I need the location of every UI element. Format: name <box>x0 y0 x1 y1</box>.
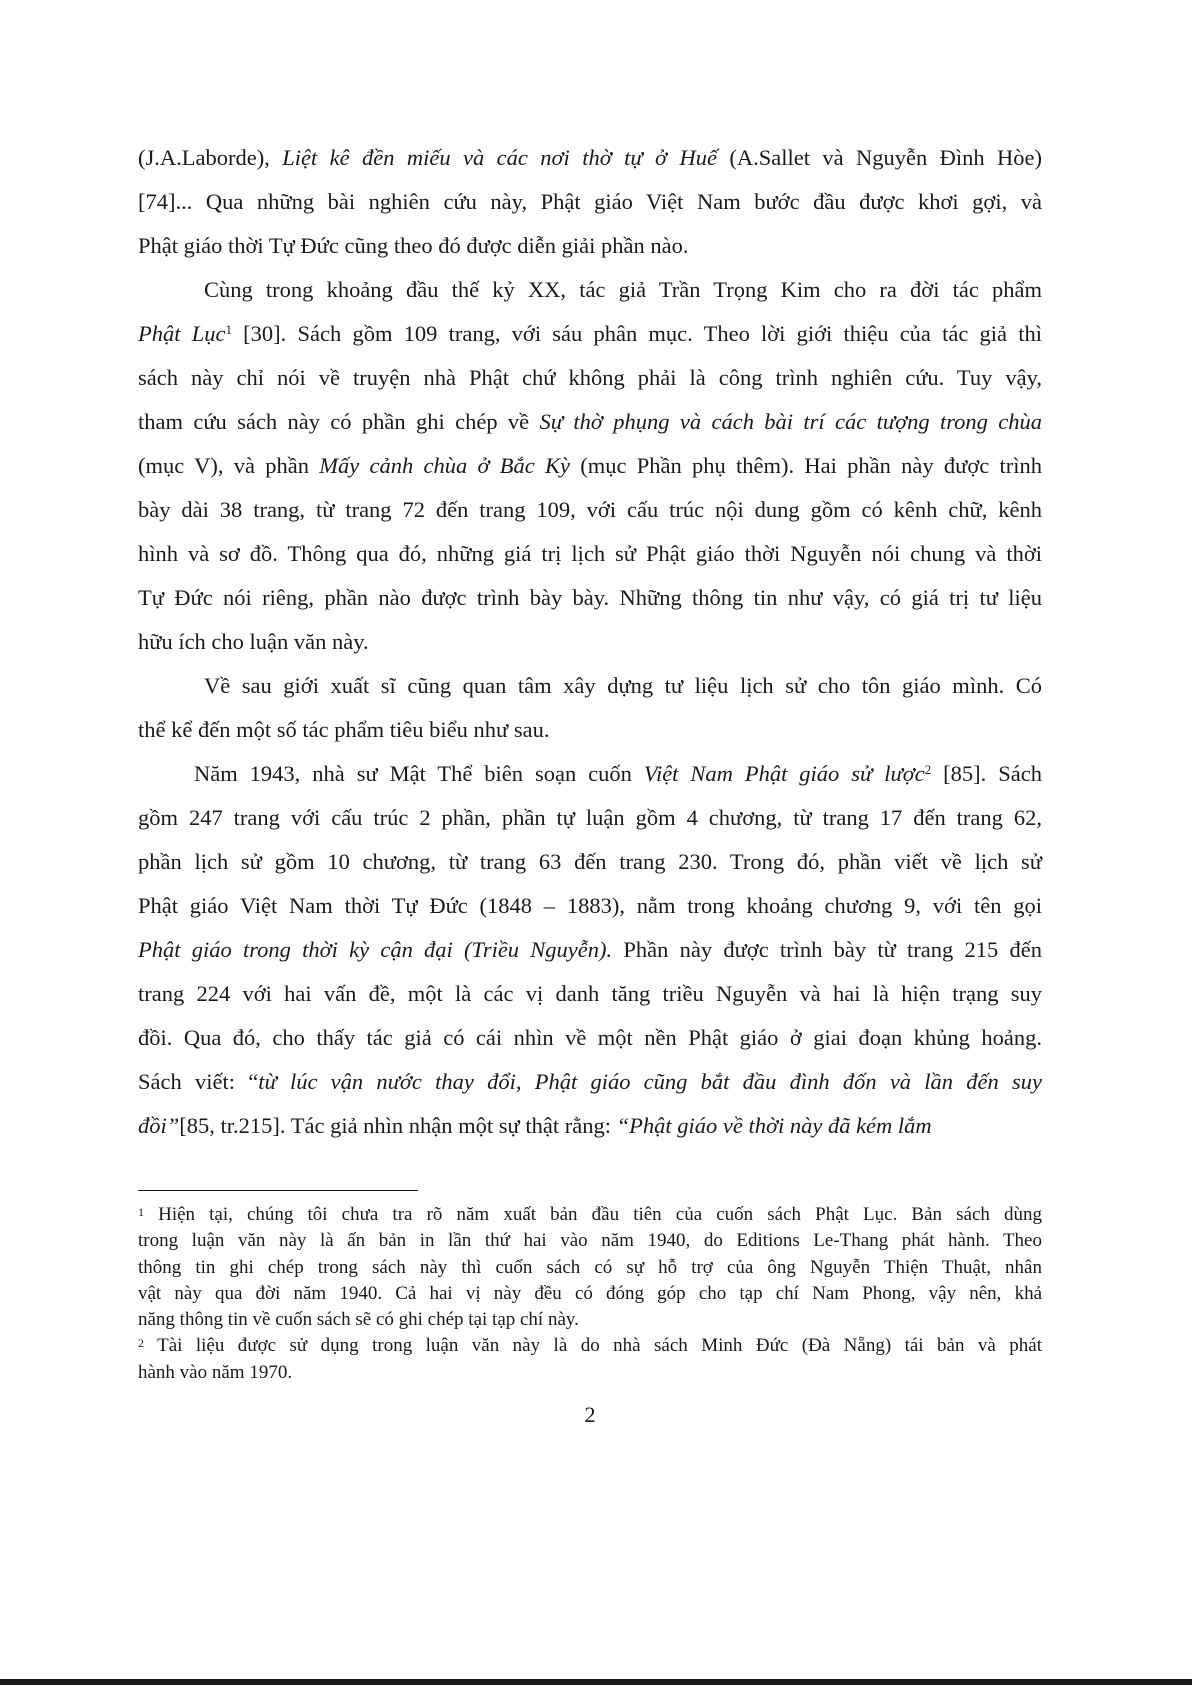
footnote-ref-1[interactable]: 1 <box>225 322 232 337</box>
text-line: phần lịch sử gồm 10 chương, từ trang 63 đến trang 230. Trong đó, phần viết về lịch sử <box>138 849 1042 874</box>
footnotes <box>138 1202 1042 1386</box>
text-line: gồm 247 trang với cấu trúc 2 phần, phần tự luận gồm 4 chương, từ trang 17 đến trang 62, <box>138 805 1042 830</box>
footnote-line: $^1$ Hiện tại, chúng tôi chưa tra rõ năm xuất bản đầu tiên của cuốn sách Phật Lục. Bản sách dùng <box>138 1204 1042 1225</box>
text-line: [74]... Qua những bài nghiên cứu này, Phật giáo Việt Nam bước đầu được khơi gợi, và <box>138 189 1042 214</box>
page-bottom-edge <box>0 1679 1192 1685</box>
footnote-line: năng thông tin về cuốn sách sẽ có ghi chép tại tạp chí này. <box>138 1309 579 1331</box>
text-line: Phật giáo Việt Nam thời Tự Đức (1848 – 1883), nằm trong khoảng chương 9, với tên gọi <box>138 893 1042 918</box>
footnote-marker: 1 <box>138 1205 144 1219</box>
text-line: (mục V), và phần Mấy cảnh chùa ở Bắc Kỳ (mục Phần phụ thêm). Hai phần này được trình <box>138 453 1043 478</box>
footnote-line: hành vào năm 1970. <box>138 1361 293 1383</box>
text-line: Năm 1943, nhà sư Mật Thể biên soạn cuốn Việt Nam Phật giáo sử lược$^2$ [85]. Sách <box>194 761 1042 786</box>
text-line: sách này chỉ nói về truyện nhà Phật chứ không phải là công trình nghiên cứu. Tuy vậy, <box>138 365 1042 390</box>
footnote-line: thông tin ghi chép trong sách này thì cuốn sách có sự hỗ trợ của ông Nguyễn Thiện Thuật, nhân <box>138 1256 1042 1278</box>
text-line: Tự Đức nói riêng, phần nào được trình bày bày. Những thông tin như vậy, có giá trị tư liệu <box>138 585 1042 610</box>
paragraph-1 <box>138 136 1042 268</box>
text-line: bày dài 38 trang, từ trang 72 đến trang 109, với cấu trúc nội dung gồm có kênh chữ, kênh <box>138 497 1042 522</box>
text-line: hình và sơ đồ. Thông qua đó, những giá trị lịch sử Phật giáo thời Nguyễn nói chung và thời <box>138 541 1042 566</box>
footnote-ref-2[interactable]: 2 <box>924 762 932 777</box>
text-line: Sách viết: “từ lúc vận nước thay đổi, Phật giáo cũng bắt đầu đình đốn và lần đến suy <box>138 1069 1042 1094</box>
footnote-divider <box>138 1190 418 1191</box>
text-line: trang 224 với hai vấn đề, một là các vị danh tăng triều Nguyễn và hai là hiện trạng suy <box>138 981 1042 1006</box>
footnote-line: vật này qua đời năm 1940. Cả hai vị này đều có đóng góp cho tạp chí Nam Phong, vậy nên, khả <box>138 1282 1042 1304</box>
footnote-1 <box>138 1202 1042 1333</box>
footnote-2 <box>138 1333 1042 1386</box>
text-line: Cùng trong khoảng đầu thế kỷ XX, tác giả Trần Trọng Kim cho ra đời tác phẩm <box>204 277 1042 302</box>
paragraph-2 <box>138 268 1042 664</box>
text-line: (J.A.Laborde), Liệt kê đền miếu và các nơi thờ tự ở Huế (A.Sallet và Nguyễn Đình Hòe) <box>138 145 1042 170</box>
text-line: đồi. Qua đó, cho thấy tác giả có cái nhìn về một nền Phật giáo ở giai đoạn khủng hoảng. <box>138 1025 1042 1050</box>
footnote-line: $^2$ Tài liệu được sử dụng trong luận văn này là do nhà sách Minh Đức (Đà Nẵng) tái bản và phát <box>138 1335 1042 1357</box>
text-line: hữu ích cho luận văn này. <box>138 629 369 654</box>
footnote-marker: 2 <box>138 1336 144 1351</box>
paragraph-4 <box>138 752 1042 1148</box>
page-number: 2 <box>584 1402 596 1427</box>
text-line: Về sau giới xuất sĩ cũng quan tâm xây dựng tư liệu lịch sử cho tôn giáo mình. Có <box>204 673 1042 698</box>
footnote-line: trong luận văn này là ấn bản in lần thứ hai vào năm 1940, do Editions Le-Thang phát hành. Theo <box>138 1230 1042 1252</box>
paragraph-3 <box>138 664 1042 752</box>
document-body <box>138 136 1042 1148</box>
text-line: Phật giáo thời Tự Đức cũng theo đó được diễn giải phần nào. <box>138 233 689 258</box>
text-line: đồi”[85, tr.215]. Tác giả nhìn nhận một sự thật rằng: “Phật giáo về thời này đã kém lắm <box>138 1113 932 1138</box>
text-line: thể kể đến một số tác phẩm tiêu biểu như sau. <box>138 717 550 742</box>
text-line: Phật Lục$^1$ [30]. Sách gồm 109 trang, với sáu phân mục. Theo lời giới thiệu của tác giả thì <box>138 321 1043 346</box>
text-line: tham cứu sách này có phần ghi chép về Sự thờ phụng và cách bài trí các tượng trong chùa <box>138 409 1042 434</box>
text-line: Phật giáo trong thời kỳ cận đại (Triều Nguyễn). Phần này được trình bày từ trang 215 đến <box>138 937 1043 962</box>
